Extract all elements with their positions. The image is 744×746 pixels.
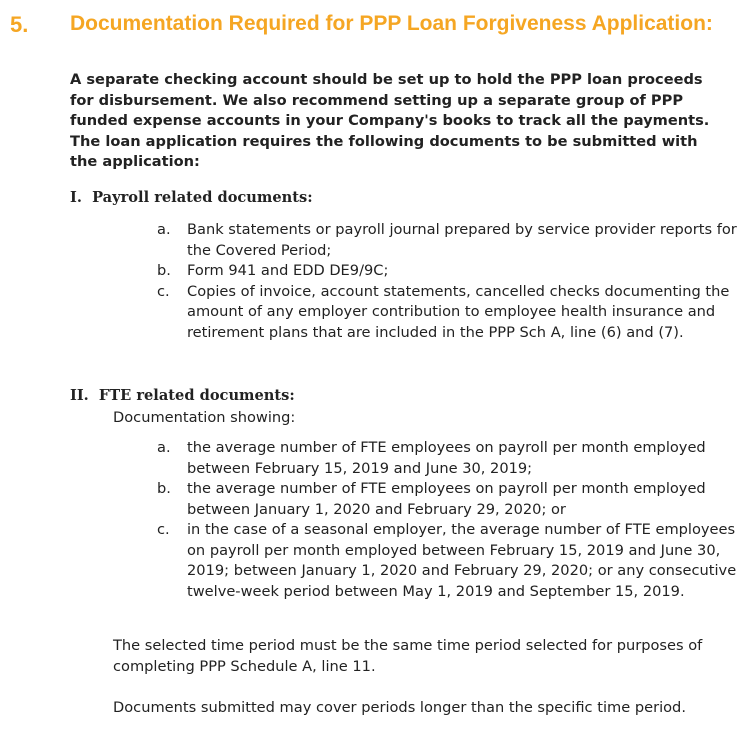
list-item-text: the average number of FTE employees on payroll per month employed between January 1, 2020 and February 29, 2020; or	[187, 480, 706, 518]
list-item	[157, 438, 737, 479]
list-item	[157, 520, 737, 602]
fte-heading	[70, 386, 295, 406]
fte-numeral: II.	[70, 387, 89, 404]
list-marker: c.	[157, 282, 170, 300]
list-item	[157, 220, 737, 261]
section-title: Documentation Required for PPP Loan Forgiveness Application:	[70, 12, 713, 35]
list-marker: c.	[157, 521, 170, 538]
fte-heading-text: FTE related documents:	[98, 387, 295, 404]
intro-paragraph: A separate checking account should be set up to hold the PPP loan proceeds for disbursement. We also recommend setting up a separate group of PPP funded expense accounts in your Company's books to track all the payments. The loan application requires the following documents to be submitted with the application:	[70, 71, 710, 170]
list-marker: a.	[157, 221, 171, 238]
list-item	[157, 479, 737, 520]
fte-intro: Documentation showing:	[113, 409, 296, 426]
payroll-numeral: I.	[70, 189, 82, 206]
list-marker: b.	[157, 480, 171, 497]
list-marker: b.	[157, 262, 171, 279]
payroll-heading	[70, 188, 313, 208]
period-note: The selected time period must be the same time period selected for purposes of completing PPP Schedule A, line 11.	[113, 637, 703, 675]
documents-note: Documents submitted may cover periods longer than the specific time period.	[113, 699, 686, 716]
list-item-text: the average number of FTE employees on payroll per month employed between February 15, 2019 and June 30, 2019;	[187, 439, 706, 477]
list-item	[157, 282, 737, 344]
payroll-heading-text: Payroll related documents:	[92, 189, 313, 206]
section-number: 5.	[10, 12, 29, 37]
fte-list	[157, 438, 737, 602]
list-marker: a.	[157, 439, 171, 456]
list-item	[157, 261, 737, 282]
payroll-list	[157, 220, 737, 343]
list-item-text: Bank statements or payroll journal prepared by service provider reports for the Covered Period;	[187, 221, 737, 259]
list-item-text: in the case of a seasonal employer, the average number of FTE employees on payroll per month employed between February 15, 2019 and June 30, 2019; between January 1, 2020 and February 29, 2020; or any consecutive twelve-week period between May 1, 2019 and September 15, 2019.	[187, 521, 737, 600]
list-item-text: Copies of invoice, account statements, cancelled checks documenting the amount of any employer contribution to employee health insurance and retirement plans that are included in the PPP Sch A, line (6) and (7).	[187, 282, 730, 341]
list-item-text: Form 941 and EDD DE9/9C;	[187, 262, 389, 279]
